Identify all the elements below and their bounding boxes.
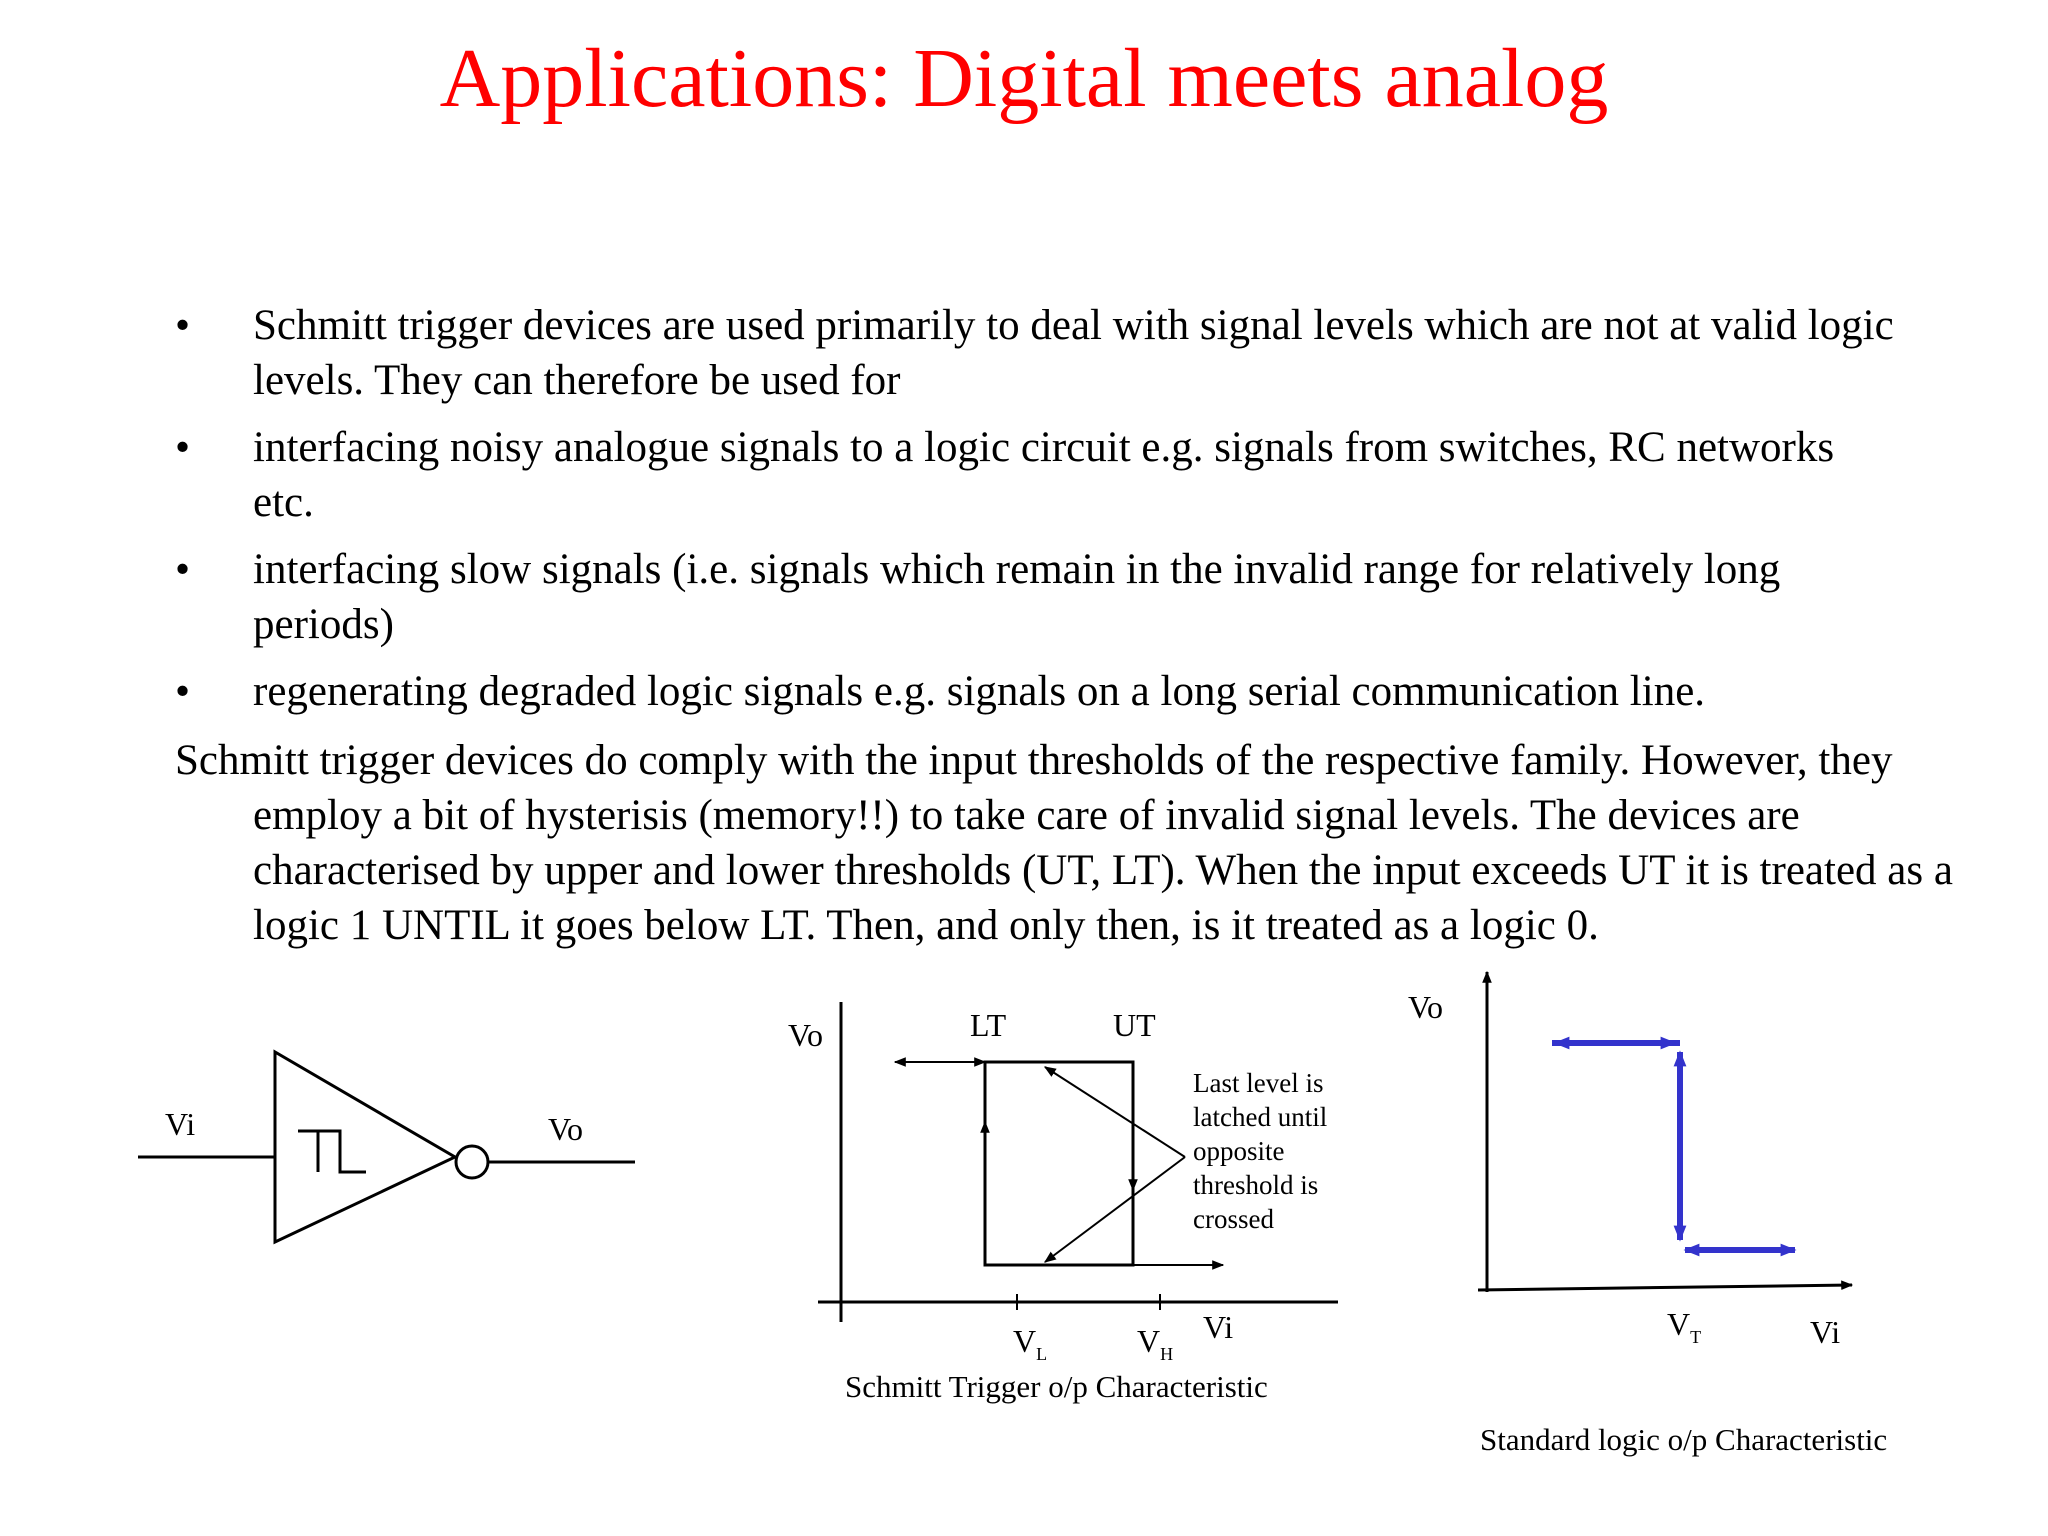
note-line: crossed: [1193, 1204, 1274, 1234]
schmitt-paragraph: Schmitt trigger devices do comply with the input thresholds of the respective family. However, they employ a bit of hysterisis (memory!!) to take care of invalid signal levels. The devices are characterised by upper and lower thresholds (UT, LT). When the input exceeds UT it is treated as a logic 1 UNTIL it goes below LT. Then, and only then, is it treated as a logic 0.: [175, 737, 1953, 949]
vt-main: V: [1667, 1306, 1691, 1342]
standard-characteristic-chart: [1408, 972, 1887, 1457]
ut-label: UT: [1113, 1007, 1156, 1043]
note-line: opposite: [1193, 1136, 1285, 1166]
gate-output-label: Vo: [548, 1111, 583, 1147]
bullet-text: interfacing noisy analogue signals to a logic circuit e.g. signals from switches, RC networks etc.: [253, 424, 1835, 526]
vt-label: [1667, 1306, 1701, 1347]
standard-x-label: Vi: [1810, 1314, 1841, 1350]
hysteresis-loop: [985, 1062, 1133, 1265]
vh-main: V: [1137, 1323, 1161, 1359]
vt-subscript: T: [1690, 1327, 1702, 1347]
lt-label: LT: [970, 1007, 1007, 1043]
gate-input-label: Vi: [165, 1106, 196, 1142]
schmitt-y-label: Vo: [788, 1017, 823, 1053]
schmitt-caption: Schmitt Trigger o/p Characteristic: [845, 1369, 1268, 1404]
slide-title: Applications: Digital meets analog: [439, 32, 1609, 125]
standard-x-axis: [1478, 1285, 1852, 1290]
note-line: latched until: [1193, 1102, 1328, 1132]
schmitt-characteristic-chart: [788, 1002, 1338, 1404]
schmitt-x-label: Vi: [1203, 1309, 1234, 1345]
bullet-dot: •: [175, 668, 191, 715]
bullet-dot: •: [175, 546, 191, 593]
gate-triangle: [275, 1052, 455, 1242]
latch-pointer-down: [1045, 1157, 1185, 1262]
bullet-dot: •: [175, 302, 191, 349]
bullet-dot: •: [175, 424, 191, 471]
latch-note: [1193, 1068, 1334, 1234]
standard-caption: Standard logic o/p Characteristic: [1480, 1422, 1888, 1457]
vh-label: [1137, 1323, 1173, 1364]
note-line: Last level is: [1193, 1068, 1324, 1098]
bullet-text: regenerating degraded logic signals e.g. signals on a long serial communication line.: [253, 668, 1706, 715]
inversion-bubble: [456, 1146, 488, 1178]
vl-label: [1013, 1323, 1047, 1364]
vl-main: V: [1013, 1323, 1037, 1359]
vh-subscript: H: [1160, 1344, 1174, 1364]
latch-pointer-up: [1045, 1067, 1185, 1157]
bullet-text: Schmitt trigger devices are used primarily to deal with signal levels which are not at valid logic levels. They can therefore be used for: [253, 302, 1894, 404]
standard-y-label: Vo: [1408, 989, 1443, 1025]
schmitt-inverter-symbol: [138, 1052, 635, 1242]
hysteresis-glyph-icon: [298, 1131, 366, 1172]
vl-subscript: L: [1036, 1344, 1048, 1364]
bullet-text: interfacing slow signals (i.e. signals which remain in the invalid range for relatively long periods): [253, 546, 1781, 648]
note-line: threshold is: [1193, 1170, 1319, 1200]
